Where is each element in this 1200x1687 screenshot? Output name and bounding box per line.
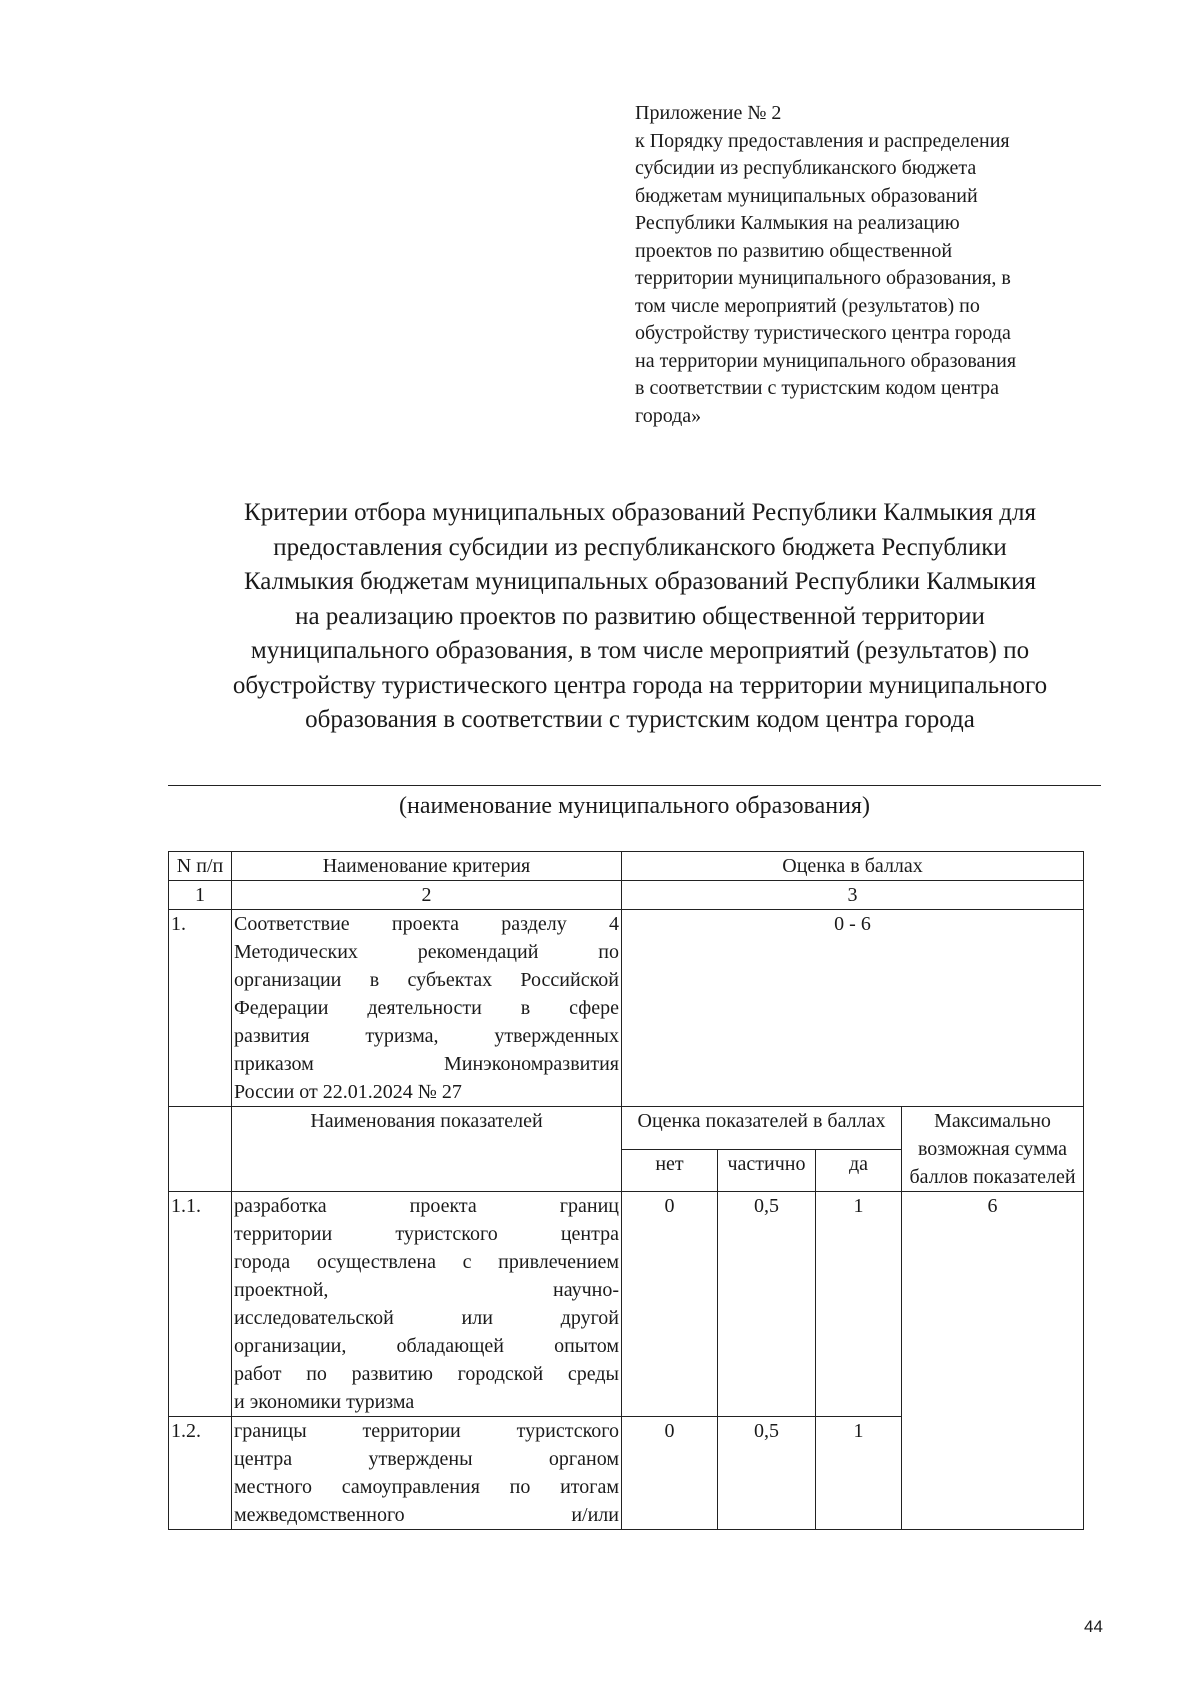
indicator-text-line: границы территории туристского — [234, 1420, 619, 1442]
appendix-line: Приложение № 2 — [635, 102, 782, 124]
criterion-score-range: 0 - 6 — [622, 910, 1084, 1107]
title-line: на реализацию проектов по развитию общественной территории — [295, 602, 985, 630]
indicator-score-no: 0 — [622, 1417, 718, 1530]
indicator-num: 1.1. — [169, 1192, 232, 1417]
max-sum-header: Максимально возможная сумма баллов показателей — [902, 1107, 1084, 1192]
appendix-line: к Порядку предоставления и распределения — [635, 129, 1010, 152]
empty-cell — [169, 1107, 232, 1192]
title-line: Критерии отбора муниципальных образований Республики Калмыкия для — [244, 499, 1036, 526]
header-criterion: Наименование критерия — [232, 852, 622, 881]
criterion-text-line: России от 22.01.2024 № 27 — [234, 1081, 462, 1103]
indicator-score-yes: 1 — [816, 1192, 902, 1417]
header-yes: да — [816, 1149, 902, 1192]
appendix-line: территории муниципального образования, в — [635, 267, 1011, 289]
title-line: муниципального образования, в том числе мероприятий (результатов) по — [250, 637, 1030, 664]
appendix-header — [635, 100, 1105, 430]
indicator-score-partial: 0,5 — [718, 1192, 816, 1417]
table-header-row — [169, 852, 1084, 881]
column-number: 3 — [622, 881, 1084, 910]
column-number: 2 — [232, 881, 622, 910]
municipality-name-caption: (наименование муниципального образования) — [399, 793, 870, 819]
header-partial: частично — [718, 1149, 816, 1192]
criterion-text-line: Соответствие проекта разделу 4 — [234, 913, 619, 935]
indicator-text — [232, 1192, 622, 1417]
indicator-row — [169, 1192, 1084, 1417]
indicator-score-partial: 0,5 — [718, 1417, 816, 1530]
indicator-text-line: города осуществлена с привлечением — [234, 1251, 619, 1273]
page-number: 44 — [1084, 1617, 1103, 1636]
title-line: образования в соответствии с туристским кодом центра города — [305, 706, 975, 733]
appendix-line: том числе мероприятий (результатов) по — [635, 294, 980, 317]
title-line: Калмыкия бюджетам муниципальных образований Республики Калмыкия — [243, 568, 1037, 595]
indicators-scores-header: Оценка показателей в баллах — [622, 1107, 902, 1150]
criteria-table — [168, 851, 1084, 1530]
appendix-line: на территории муниципального образования — [635, 349, 1017, 372]
indicators-header-row — [169, 1107, 1084, 1150]
criterion-row — [169, 910, 1084, 1107]
appendix-line: в соответствии с туристским кодом центра — [635, 377, 1000, 399]
indicator-text-line: центра утверждены органом — [234, 1448, 619, 1470]
indicator-text — [232, 1417, 622, 1530]
criterion-num: 1. — [169, 910, 232, 1107]
column-number: 1 — [169, 881, 232, 910]
indicators-names-header: Наименования показателей — [232, 1107, 622, 1192]
indicator-text-line: местного самоуправления по итогам — [234, 1476, 619, 1498]
indicator-text-line: межведомственного и/или — [234, 1504, 619, 1526]
appendix-line: Республики Калмыкия на реализацию — [635, 212, 960, 234]
criterion-text-line: развития туризма, утвержденных — [234, 1025, 619, 1047]
indicator-score-yes: 1 — [816, 1417, 902, 1530]
indicator-max-sum: 6 — [902, 1192, 1084, 1530]
criterion-text-line: Методических рекомендаций по — [234, 941, 619, 963]
column-numbers-row — [169, 881, 1084, 910]
header-num: N п/п — [169, 852, 232, 881]
document-title — [100, 496, 1180, 738]
appendix-line: города» — [635, 404, 702, 427]
header-score: Оценка в баллах — [622, 852, 1084, 881]
criterion-text — [232, 910, 622, 1107]
appendix-line: обустройству туристического центра города — [635, 322, 1011, 344]
municipality-name-underline — [168, 785, 1101, 786]
header-no: нет — [622, 1149, 718, 1192]
indicator-text-line: территории туристского центра — [234, 1223, 619, 1245]
criterion-text-line: Федерации деятельности в сфере — [234, 997, 619, 1019]
indicator-num: 1.2. — [169, 1417, 232, 1530]
indicator-text-line: исследовательской или другой — [234, 1307, 619, 1329]
indicator-text-line: и экономики туризма — [234, 1391, 415, 1413]
appendix-line: субсидии из республиканского бюджета — [635, 157, 977, 179]
indicator-score-no: 0 — [622, 1192, 718, 1417]
appendix-line: проектов по развитию общественной — [635, 239, 953, 262]
indicator-text-line: разработка проекта границ — [234, 1195, 619, 1217]
title-line: предоставления субсидии из республиканского бюджета Республики — [273, 533, 1007, 561]
indicator-text-line: проектной, научно- — [234, 1279, 619, 1301]
indicator-text-line: организации, обладающей опытом — [234, 1335, 619, 1357]
indicator-text-line: работ по развитию городской среды — [234, 1363, 619, 1385]
criterion-text-line: приказом Минэкономразвития — [234, 1053, 619, 1075]
criterion-text-line: организации в субъектах Российской — [234, 969, 619, 991]
title-line: обустройству туристического центра города на территории муниципального — [232, 671, 1048, 699]
appendix-line: бюджетам муниципальных образований — [635, 184, 978, 207]
